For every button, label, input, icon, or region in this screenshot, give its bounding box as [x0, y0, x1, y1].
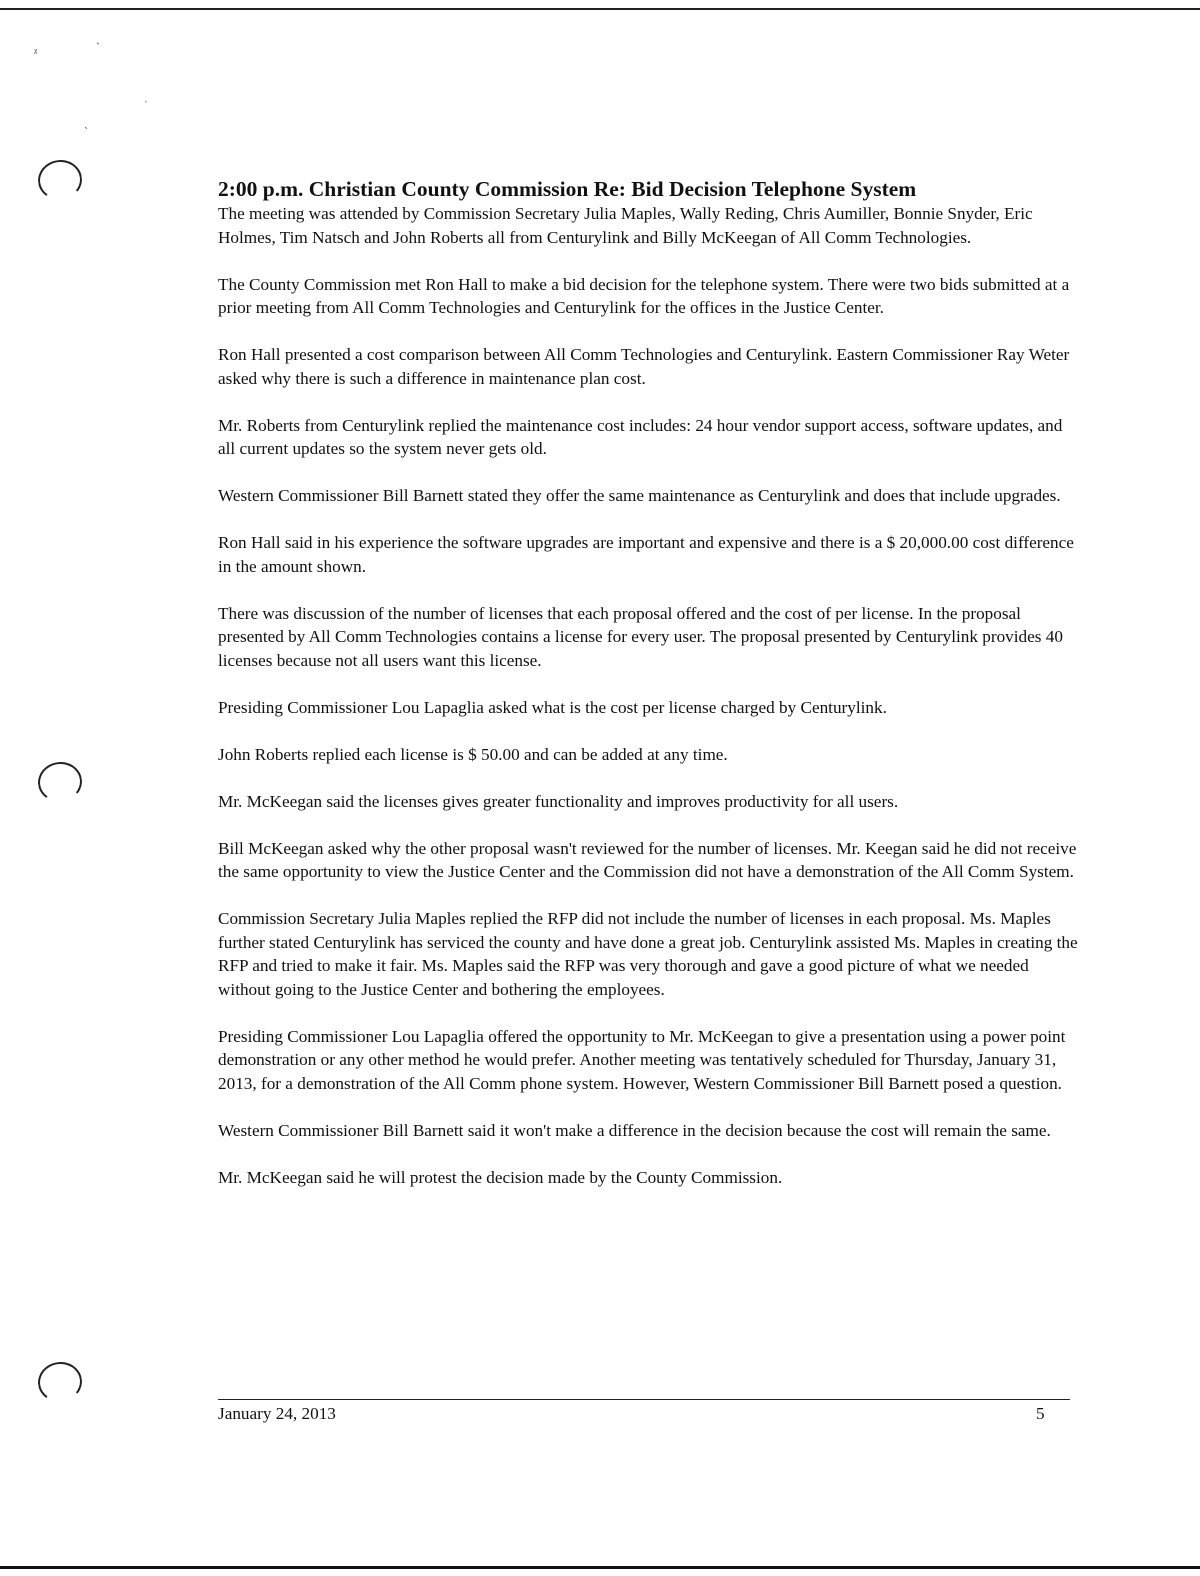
- top-scan-edge-rule: [0, 8, 1200, 10]
- punch-hole-mark-top: [35, 157, 84, 203]
- paragraph: The County Commission met Ron Hall to make a bid decision for the telephone system. There were two bids submitted at a prior meeting from All Comm Technologies and Centurylink for the offices in the Justice Center.: [218, 274, 1070, 317]
- bottom-scan-edge-rule: [0, 1566, 1200, 1569]
- scan-speck: ˴: [84, 119, 88, 133]
- paragraph: Western Commissioner Bill Barnett said it won't make a difference in the decision because the cost will remain the same.: [218, 1120, 1051, 1140]
- paragraph: Mr. McKeegan said the licenses gives greater functionality and improves productivity for all users.: [218, 791, 899, 811]
- paragraph: Presiding Commissioner Lou Lapaglia asked what is the cost per license charged by Centurylink.: [218, 697, 887, 717]
- paragraph: Bill McKeegan asked why the other proposal wasn't reviewed for the number of licenses. Mr. Keegan said he did not receive the same opportunity to view the Justice Center and the Commission did not have a demonstration of the All Comm System.: [218, 838, 1077, 881]
- paragraph: Commission Secretary Julia Maples replied the RFP did not include the number of licenses in each proposal. Ms. Maples further stated Centurylink has serviced the county and have done a great job. Centurylink assisted Ms. Maples in creating the RFP and tried to make it fair. Ms. Maples said the RFP was very thorough and gave a good picture of what we needed without going to the Justice Center and bothering the employees.: [218, 909, 1078, 999]
- punch-hole-mark-bottom: [35, 1359, 84, 1405]
- punch-hole-mark-middle: [35, 759, 84, 805]
- scan-speck: ˌ: [144, 89, 148, 103]
- minutes-body: [218, 176, 1078, 1213]
- paragraph-attendance: The meeting was attended by Commission Secretary Julia Maples, Wally Reding, Chris Aumiller, Bonnie Snyder, Eric Holmes, Tim Natsch and John Roberts all from Centurylink and Billy McKeegan of All Comm Technologies.: [218, 204, 1033, 247]
- paragraph: Ron Hall said in his experience the software upgrades are important and expensive and there is a $ 20,000.00 cost difference in the amount shown.: [218, 533, 1074, 576]
- scan-speck: ˏ: [96, 31, 100, 45]
- page-number: 5: [1036, 1404, 1045, 1423]
- paragraph: Presiding Commissioner Lou Lapaglia offered the opportunity to Mr. McKeegan to give a presentation using a power point demonstration or any other method he would prefer. Another meeting was tentatively scheduled for Thursday, January 31, 2013, for a demonstration of the All Comm phone system. However, Western Commissioner Bill Barnett posed a question.: [218, 1026, 1066, 1093]
- paragraph: There was discussion of the number of licenses that each proposal offered and the cost of per license. In the proposal presented by All Comm Technologies contains a license for every user. The proposal presented by Centurylink provides 40 licenses because not all users want this license.: [218, 603, 1063, 670]
- footer-rule: [218, 1399, 1070, 1400]
- paragraph: Mr. Roberts from Centurylink replied the maintenance cost includes: 24 hour vendor support access, software updates, and all current updates so the system never gets old.: [218, 415, 1063, 458]
- paragraph: Ron Hall presented a cost comparison between All Comm Technologies and Centurylink. Eastern Commissioner Ray Weter asked why there is such a difference in maintenance plan cost.: [218, 345, 1070, 388]
- paragraph: Mr. McKeegan said he will protest the decision made by the County Commission.: [218, 1167, 783, 1187]
- paragraph: John Roberts replied each license is $ 50.00 and can be added at any time.: [218, 744, 728, 764]
- scan-speck: ᵡ: [34, 45, 38, 59]
- footer-date: January 24, 2013: [218, 1404, 336, 1423]
- meeting-heading: 2:00 p.m. Christian County Commission Re: Bid Decision Telephone System: [218, 177, 917, 201]
- paragraph: Western Commissioner Bill Barnett stated they offer the same maintenance as Centurylink and does that include upgrades.: [218, 486, 1061, 505]
